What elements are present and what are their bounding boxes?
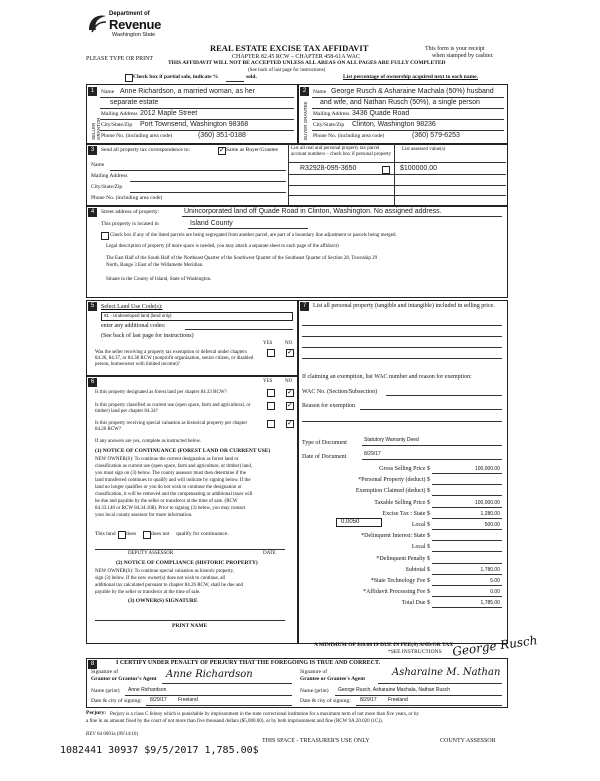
s6-yes-header: YES	[263, 379, 273, 384]
legal-line-2[interactable]: North, Range 3 East of the Willamette Meridian.	[106, 263, 204, 268]
notice2-line-1: NEW OWNER(S): To continue special valuation as historic property,	[95, 569, 234, 574]
does-not-label: does not	[151, 531, 170, 537]
buyer-name-label: Name	[313, 89, 327, 95]
tax-row-underline	[432, 518, 502, 519]
tax-row-label: *Personal Property (deduct) $	[358, 477, 430, 483]
qualify-label: qualify for continuance.	[176, 531, 229, 537]
grantor-sig-label-2: Grantor or Grantor's Agent	[91, 676, 157, 682]
s3-phone-label: Phone No. (including area code)	[91, 195, 163, 201]
county-assessor-label: COUNTY ASSESSOR	[440, 738, 496, 744]
tax-row-underline	[432, 563, 502, 564]
exemption-claim-label: If claiming an exemption, list WAC number and reason for exemption:	[302, 374, 472, 380]
section-8-number: 8	[88, 660, 97, 669]
section-5-number: 5	[88, 302, 97, 311]
grantee-signature-2[interactable]: Asharaine M. Nathan	[392, 667, 501, 678]
seller-side-label: SELLER GRANTOR	[91, 117, 101, 140]
buyer-city-label: City/State/Zip	[313, 122, 345, 128]
logo-line2: Revenue	[109, 17, 162, 32]
current-use-no-checkbox[interactable]	[286, 402, 294, 410]
buyer-phone[interactable]: (360) 579-6253	[412, 132, 460, 139]
s3-city-label: City/State/Zip	[91, 184, 123, 190]
tax-row-label: Local $	[411, 522, 430, 528]
assessed-header: List assessed value(s)	[402, 147, 446, 152]
notice1-line-8: 84.33.140 or RCW 84.34.108). Prior to signing (3) below, you may contact	[95, 506, 246, 511]
historic-yes-checkbox[interactable]	[267, 420, 275, 428]
buyer-side-label: BUYER GRANTEE	[303, 101, 308, 140]
notice1-line-5: land no longer qualifies or you do not wish to continue the designation or	[95, 485, 242, 490]
s3-name-label: Name	[91, 162, 105, 168]
does-label: does	[126, 531, 137, 537]
personal-property-label: List all personal property (tangible and intangible) included in selling price.	[313, 303, 495, 309]
tax-row-label: Excise Tax : State $	[382, 511, 430, 517]
tax-row-label: Local $	[411, 544, 430, 550]
current-use-question: Is this property classified as current use (open space, farm and agricultural, or timber) land per chapter 84.34?	[95, 403, 251, 414]
forest-land-question: Is this property designated as forest land per chapter 84.33 RCW?	[95, 390, 227, 395]
if-yes-note: If any answers are yes, complete as instructed below.	[95, 439, 202, 444]
personal-property-checkbox[interactable]	[382, 166, 390, 174]
section-2-number: 2	[300, 87, 309, 96]
treasurer-stamp: 1082441 30937 $9/5/2017 1,785.00$	[60, 745, 259, 756]
notice1-line-1: NEW OWNER(S): To continue the current designation as forest land or	[95, 457, 239, 462]
exemption-question: Was the seller receiving a property tax exemption or deferral under chapters 84.36, 84.37, or 84.38 RCW (nonprofit organization, senior citizen, or disabled person, homeowner with limited income)?	[95, 350, 254, 367]
grantor-date[interactable]: 8/29/17	[150, 697, 167, 703]
tax-row-label: *Delinquent Penalty $	[376, 556, 430, 562]
print-name-label: PRINT NAME	[172, 623, 208, 629]
notice1-line-3: you must sign on (3) below. The county assessor must then determine if the	[95, 471, 246, 476]
tax-row-underline	[432, 495, 502, 496]
tax-row-label: *Affidavit Processing Fee $	[362, 589, 430, 595]
grantee-sig-label-1: Signature of	[300, 669, 328, 675]
county-label: This property is located in	[101, 221, 159, 227]
form-title: REAL ESTATE EXCISE TAX AFFIDAVIT	[210, 43, 369, 53]
perjury-line-1: Perjury is a class C felony which is punishable by imprisonment in the state correctional institution for a maximum term of not more than five years, or by	[110, 712, 419, 717]
form-warning: THIS AFFIDAVIT WILL NOT BE ACCEPTED UNLESS ALL AREAS ON ALL PAGES ARE FULLY COMPLETED	[168, 60, 446, 66]
tax-row-label: *State Technology Fee $	[370, 578, 430, 584]
s3-mailing-label: Mailing Address	[91, 173, 128, 179]
s5-no-header: NO	[285, 341, 293, 346]
legal-line-1[interactable]: The East Half of the South Half of the Northeast Quarter of the Southwest Quarter of the Southeast Quarter of Section 28, Township 29	[106, 256, 378, 261]
county-value[interactable]: Island County	[190, 220, 233, 227]
grantee-name-print-label: Name (print)	[300, 688, 329, 694]
historic-question: Is this property receiving special valuation as historical property per chapter 84.26 RCW?	[95, 421, 248, 432]
form-chapter: CHAPTER 82.45 RCW – CHAPTER 458-61A WAC	[232, 54, 360, 60]
grantor-name-print-label: Name (print)	[91, 688, 120, 694]
buyer-city[interactable]: Clinton, Washington 98236	[352, 121, 436, 128]
section-4-number: 4	[88, 208, 97, 217]
grantee-name-print[interactable]: George Rusch, Asharaine Machala, Nathan Rusch	[338, 687, 451, 693]
tax-row-value[interactable]: 0.00	[490, 589, 500, 595]
grantor-sig-label-1: Signature of	[91, 669, 119, 675]
s6-no-header: NO	[285, 379, 293, 384]
minimum-fee-note: A MINIMUM OF $10.00 IS DUE IN FEE(S) AND/OR TAX	[314, 642, 454, 648]
parcel-header: List all real and personal property tax parcel account numbers – check box if personal property	[291, 146, 392, 157]
buyer-mailing[interactable]: 3436 Quade Road	[352, 110, 410, 117]
additional-codes-label: enter any additional codes:	[101, 323, 166, 329]
grantee-date[interactable]: 8/29/17	[360, 697, 377, 703]
grantor-city[interactable]: Freeland	[178, 697, 198, 703]
notice2-line-4: payable by the seller or transferor at the time of sale.	[95, 590, 201, 595]
receipt-note-2: when stamped by cashier.	[432, 53, 494, 59]
notice1-line-4: land transferred continues to qualify and will indicate by signing below. If the	[95, 478, 251, 483]
notice-continuance-title: (1) NOTICE OF CONTINUANCE (FOREST LAND OR CURRENT USE)	[95, 448, 271, 454]
grantee-signature-1[interactable]: George Rusch	[451, 633, 539, 659]
legal-line-3[interactable]: Situate in the County of Island, State of Washington.	[106, 277, 212, 282]
reason-label: Reason for exemption	[302, 403, 355, 409]
notice1-line-2: classification as current use (open space, farm and agriculture, or timber) land,	[95, 464, 253, 469]
notice-compliance-title: (2) NOTICE OF COMPLIANCE (HISTORIC PROPERTY)	[116, 560, 258, 566]
seller-mailing-label: Mailing Address	[101, 111, 138, 117]
grantee-sig-label-2: Grantee or Grantee's Agent	[300, 676, 366, 682]
logo-swirl-icon	[86, 12, 108, 34]
tax-row-underline	[432, 473, 502, 474]
legal-description-label: Legal description of property (if more space is needed, you may attach a separate sheet to each page of the affidavit)	[106, 244, 339, 249]
grantor-name-print[interactable]: Anne Richardson	[128, 687, 167, 693]
partial-sale-checkbox[interactable]	[125, 74, 133, 82]
tax-row-label: Exemption Claimed (deduct) $	[355, 488, 430, 494]
notice1-line-7: be due and payable by the seller or transferor at the time of sale. (RCW	[95, 499, 238, 504]
ownership-note: List percentage of ownership acquired next to each name.	[343, 74, 478, 80]
tax-row-label: *Delinquent Interest: State $	[361, 533, 430, 539]
doc-type-label: Type of Document	[302, 440, 347, 446]
treasurer-use: THIS SPACE - TREASURER'S USE ONLY	[262, 738, 370, 744]
grantor-date-city-label: Date & city of signing:	[91, 698, 142, 704]
grantor-signature[interactable]: Anne Richardson	[166, 669, 253, 680]
current-use-yes-checkbox[interactable]	[267, 402, 275, 410]
s5-see-back: (See back of last page for instructions)	[101, 333, 194, 339]
tax-row-value[interactable]: 100,000.00	[474, 466, 500, 472]
tax-row-value[interactable]: 500.00	[484, 522, 500, 528]
seller-city[interactable]: Port Townsend, Washington 98368	[140, 121, 249, 128]
parcel-number[interactable]: R32928-095-3650	[300, 165, 357, 172]
seller-name-2[interactable]: separate estate	[110, 99, 159, 106]
land-use-select[interactable]	[101, 312, 293, 321]
tax-row-label: Subtotal $	[405, 567, 430, 573]
s5-exemption-yes-checkbox[interactable]	[267, 349, 275, 357]
tax-row-value[interactable]: 1,785.00	[480, 600, 500, 606]
seller-mailing[interactable]: 2012 Maple Street	[140, 110, 198, 117]
segregated-checkbox[interactable]	[101, 232, 109, 240]
grantee-date-city-label: Date & city of signing:	[300, 698, 351, 704]
buyer-name-1[interactable]: George Rusch & Asharaine Machala (50%) husband	[331, 88, 494, 95]
tax-row-value[interactable]: 1,780.00	[480, 567, 500, 573]
section-6-number: 6	[88, 378, 97, 387]
forest-no-checkbox[interactable]	[286, 389, 294, 397]
street-address[interactable]: Unincorporated land off Quade Road in Clinton, Washington. No assigned address.	[184, 208, 442, 215]
tax-row-value[interactable]: 5.00	[490, 578, 500, 584]
tax-row-label: Gross Selling Price $	[379, 466, 430, 472]
deputy-assessor-label: DEPUTY ASSESSOR	[128, 551, 174, 556]
deputy-date-label: DATE	[263, 551, 276, 556]
forest-yes-checkbox[interactable]	[267, 389, 275, 397]
receipt-note-1: This form is your receipt	[425, 46, 485, 52]
local-rate-box[interactable]	[336, 518, 382, 527]
seller-phone[interactable]: (360) 351-0188	[198, 132, 246, 139]
seller-phone-label: Phone No. (including area code)	[101, 133, 173, 139]
notice2-line-2: sign (3) below. If the new owner(s) does not wish to continue, all	[95, 576, 226, 581]
section-3-number: 3	[88, 146, 97, 155]
section-1-number: 1	[88, 87, 97, 96]
notice1-line-6: classification, it will be removed and the compensating or additional taxes will	[95, 492, 253, 497]
this-land-label: This land	[95, 531, 116, 537]
section-4-property	[86, 206, 508, 298]
tax-row-underline	[432, 529, 502, 530]
section-7-number: 7	[300, 302, 309, 311]
logo-line1: Department of	[109, 11, 150, 17]
same-as-buyer-label: Same as Buyer/Grantee	[226, 147, 278, 153]
street-address-label: Street address of property:	[101, 209, 160, 215]
tax-row-underline	[432, 596, 502, 597]
tax-row-underline	[432, 551, 502, 552]
doc-date-label: Date of Document	[302, 454, 347, 460]
tax-row-underline	[432, 507, 502, 508]
type-or-print: PLEASE TYPE OR PRINT	[86, 56, 154, 62]
land-use-label: Select Land Use Code(s):	[101, 304, 163, 310]
tax-row-underline	[432, 585, 502, 586]
partial-sale-label: Check box if partial sale, indicate %	[133, 74, 219, 80]
segregated-label: Check box if any of the listed parcels are being segregated from another parcel, are part of a boundary line adjustment or parcels being merged.	[110, 233, 397, 238]
assessed-value[interactable]: $100000.00	[400, 165, 437, 172]
land-use-value: 91 - Undeveloped land (land only)	[104, 313, 172, 318]
buyer-mailing-label: Mailing Address	[313, 111, 350, 117]
land-does-checkbox[interactable]	[118, 531, 126, 539]
certify-statement: I CERTIFY UNDER PENALTY OF PERJURY THAT THE FOREGOING IS TRUE AND CORRECT.	[116, 660, 381, 666]
doc-type-value[interactable]: Statutory Warranty Deed	[364, 437, 419, 443]
tax-row-label: Total Due $	[401, 600, 430, 606]
tax-row-label: Taxable Selling Price $	[374, 500, 430, 506]
grantee-city[interactable]: Freeland	[388, 697, 408, 703]
tax-row-underline	[432, 540, 502, 541]
owner-signature-label: (3) OWNER(S) SIGNATURE	[128, 598, 198, 604]
seller-name-1[interactable]: Anne Richardson, a married woman, as her	[120, 88, 256, 95]
notice2-line-3: additional tax calculated pursuant to chapter 84.26 RCW, shall be due and	[95, 583, 243, 588]
see-back-note: (See back of last page for instructions)	[248, 68, 326, 73]
s5-exemption-no-checkbox[interactable]	[286, 349, 294, 357]
notice1-line-9: your local county assessor for more information.	[95, 513, 193, 518]
seller-city-label: City/State/Zip	[101, 122, 133, 128]
doc-date-value[interactable]: 8/29/17	[364, 451, 381, 457]
historic-no-checkbox[interactable]	[286, 420, 294, 428]
tax-row-value[interactable]: 1,280.00	[480, 511, 500, 517]
logo-line3: Washington State	[112, 32, 156, 38]
same-as-buyer-checkbox[interactable]	[218, 147, 226, 155]
tax-row-underline	[432, 484, 502, 485]
local-rate-value: 0.0050	[341, 519, 360, 525]
seller-name-label: Name	[101, 89, 115, 95]
perjury-line-2: a fine in an amount fixed by the court of not more than five thousand dollars ($5,000.00), or by both imprisonment and fine (RCW 9A.20.020 (1C)).	[86, 719, 383, 724]
see-instructions-note: *SEE INSTRUCTIONS	[388, 649, 442, 655]
tax-row-underline	[432, 574, 502, 575]
land-does-not-checkbox[interactable]	[143, 531, 151, 539]
send-correspondence-label: Send all property tax correspondence to:	[101, 147, 191, 153]
buyer-phone-label: Phone No. (including area code)	[313, 133, 385, 139]
buyer-name-2[interactable]: and wife, and Nathan Rusch (50%), a single person	[320, 99, 480, 106]
rev-number: REV 84 0001a (09/14/16)	[86, 732, 138, 737]
tax-row-underline	[432, 607, 502, 608]
tax-row-value[interactable]: 100,000.00	[474, 500, 500, 506]
dor-logo	[86, 8, 162, 48]
wac-label: WAC No. (Section/Subsection)	[302, 389, 378, 395]
perjury-label: Perjury:	[86, 710, 107, 716]
sold-label: sold.	[246, 74, 257, 80]
s5-yes-header: YES	[263, 341, 273, 346]
